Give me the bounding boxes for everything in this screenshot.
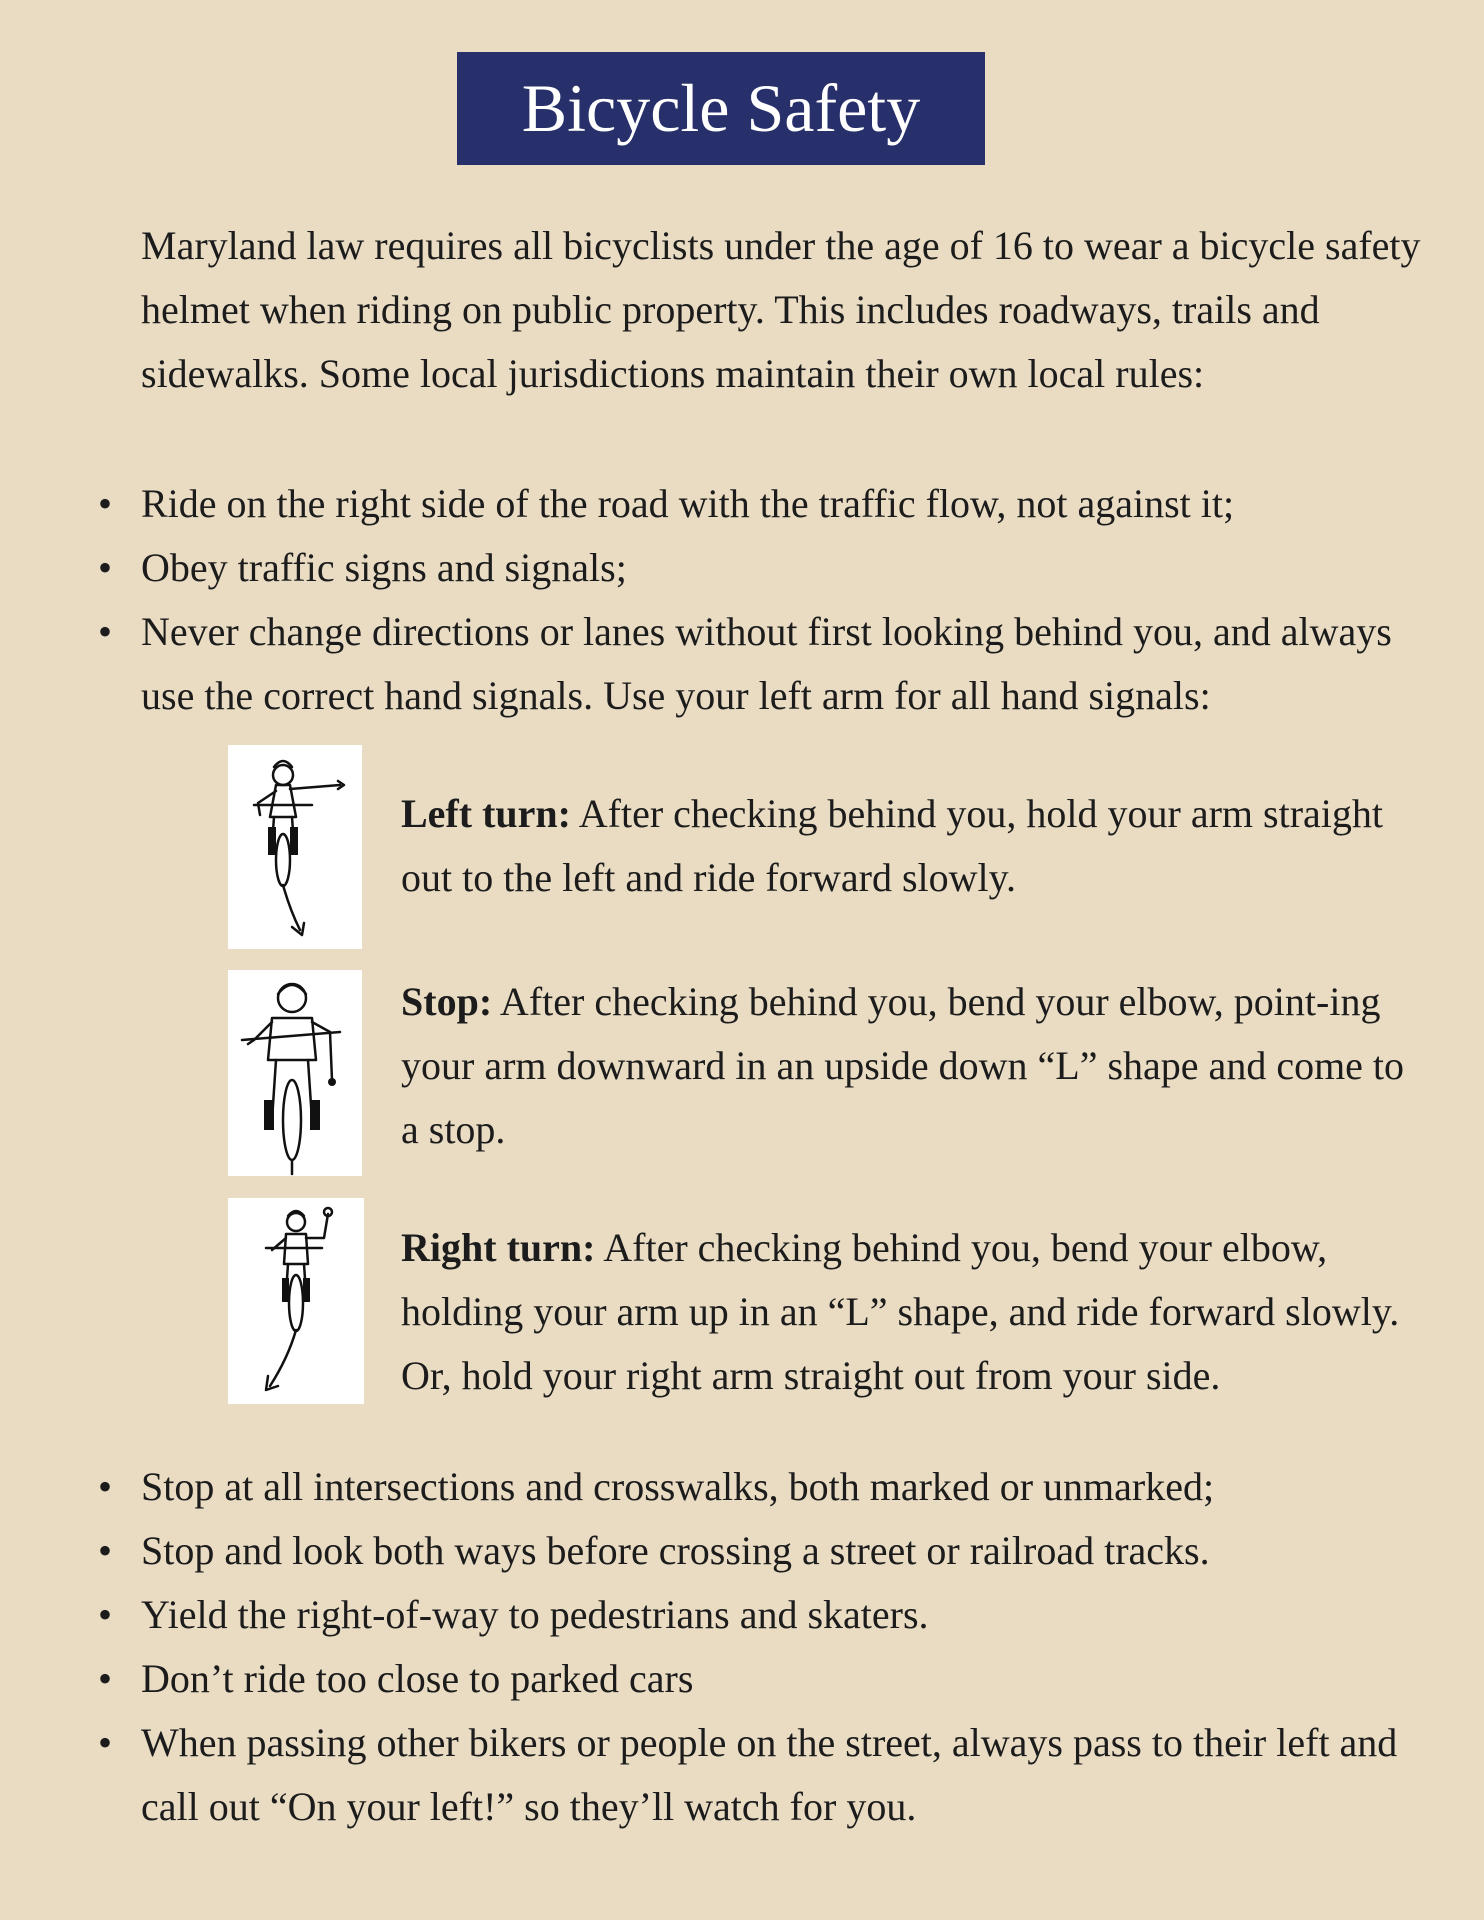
signal-description <box>401 970 1431 1162</box>
bullet-icon: • <box>98 1592 113 1637</box>
stop-signal-icon <box>228 970 362 1176</box>
signal-label: Stop: <box>401 979 493 1024</box>
list-item-text: Don’t ride too close to parked cars <box>141 1656 694 1701</box>
signal-description <box>401 782 1431 910</box>
list-item <box>0 536 1441 600</box>
signal-label: Left turn: <box>401 791 571 836</box>
list-item-text: Obey traffic signs and signals; <box>141 545 627 590</box>
list-item <box>0 472 1441 536</box>
right-turn-signal-icon <box>228 1198 364 1404</box>
intro-paragraph: Maryland law requires all bicyclists under the age of 16 to wear a bicycle safety helmet when riding on public property. This includes roadways, trails and sidewalks. Some local jurisdictions maintain their own local rules: <box>141 223 1421 396</box>
bullet-icon: • <box>98 1656 113 1701</box>
list-item <box>0 1455 1441 1519</box>
rules-list-top <box>0 472 1441 728</box>
rules-list-bottom <box>0 1455 1441 1839</box>
list-item <box>0 1519 1441 1583</box>
signal-stop <box>228 970 1458 1176</box>
signal-label: Right turn: <box>401 1225 596 1270</box>
list-item-text: When passing other bikers or people on the street, always pass to their left and call out “On your left!” so they’ll watch for you. <box>141 1720 1398 1829</box>
bullet-icon: • <box>98 545 113 590</box>
list-item-text: Stop and look both ways before crossing a street or railroad tracks. <box>141 1528 1210 1573</box>
list-item <box>0 1583 1441 1647</box>
list-item-text: Ride on the right side of the road with the traffic flow, not against it; <box>141 481 1235 526</box>
bullet-icon: • <box>98 481 113 526</box>
bullet-icon: • <box>98 1528 113 1573</box>
signal-text: After checking behind you, bend your elbow, holding your arm up in an “L” shape, and ride forward slowly. Or, hold your right arm straight out from your side. <box>401 1225 1400 1398</box>
list-item-text: Never change directions or lanes without first looking behind you, and always use the correct hand signals. Use your left arm for all hand signals: <box>141 609 1392 718</box>
page-title: Bicycle Safety <box>457 52 985 165</box>
list-item <box>0 1647 1441 1711</box>
bullet-icon: • <box>98 609 113 654</box>
list-item <box>0 1711 1441 1839</box>
list-item-text: Yield the right-of-way to pedestrians and skaters. <box>141 1592 929 1637</box>
signal-left-turn <box>228 745 1458 949</box>
list-item <box>0 600 1441 728</box>
signal-right-turn <box>228 1198 1458 1404</box>
left-turn-signal-icon <box>228 745 362 949</box>
signal-description <box>401 1216 1431 1408</box>
bullet-icon: • <box>98 1464 113 1509</box>
signal-text: After checking behind you, hold your arm straight out to the left and ride forward slowly. <box>401 791 1383 900</box>
list-item-text: Stop at all intersections and crosswalks, both marked or unmarked; <box>141 1464 1215 1509</box>
signal-text: After checking behind you, bend your elbow, point-ing your arm downward in an upside down “L” shape and come to a stop. <box>401 979 1405 1152</box>
bullet-icon: • <box>98 1720 113 1765</box>
